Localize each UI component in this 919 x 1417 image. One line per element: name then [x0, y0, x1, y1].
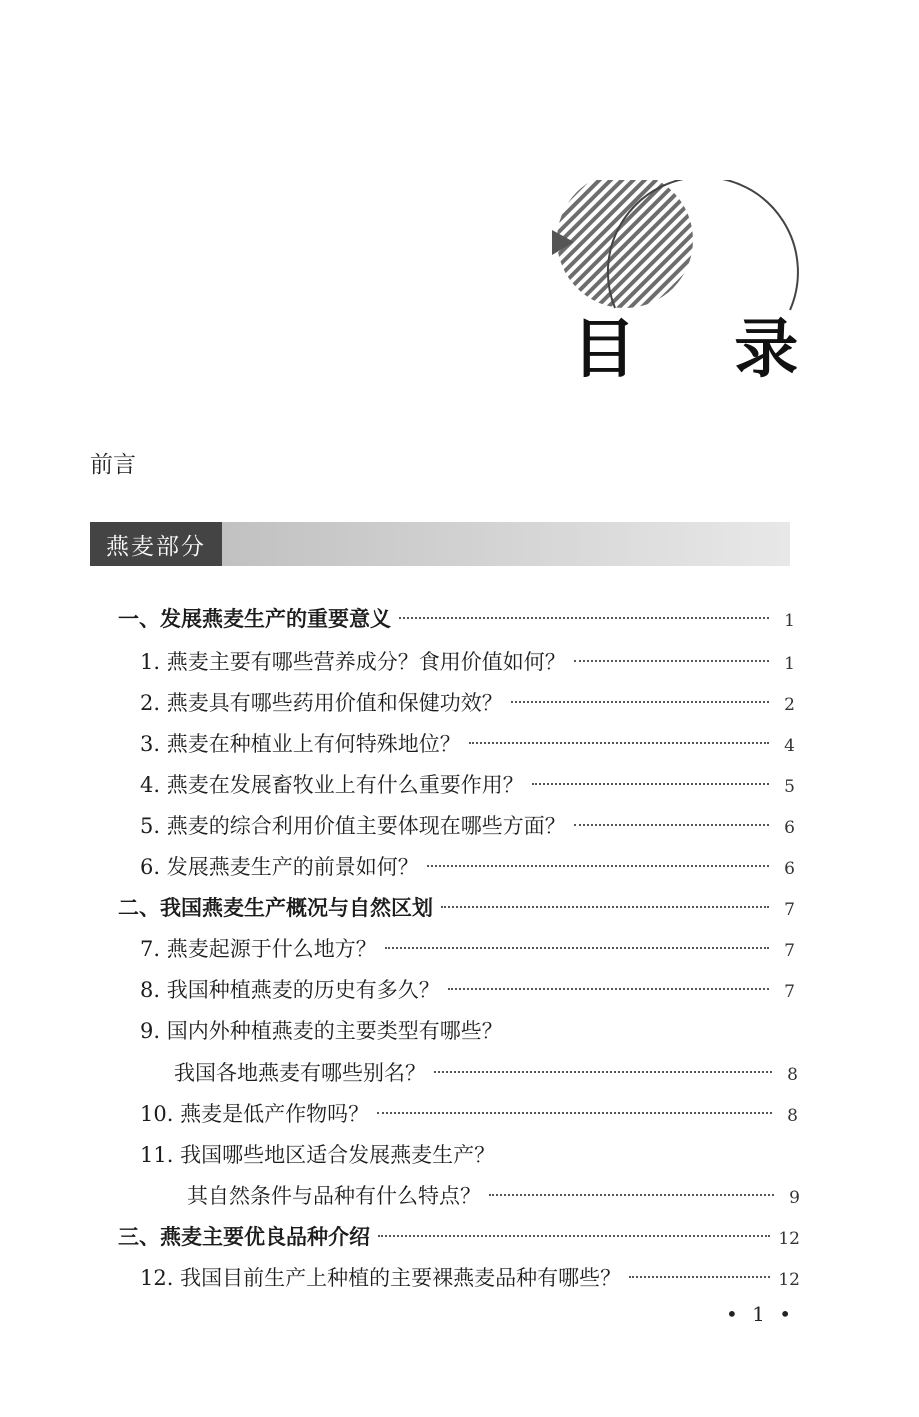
toc-entry-title: 8. 我国种植燕麦的历史有多久？: [140, 978, 440, 1002]
toc-page-number: 8: [787, 1065, 798, 1085]
toc-entry: [140, 1099, 798, 1129]
toc-entry-title: 3. 燕麦在种植业上有何特殊地位？: [140, 732, 461, 756]
toc-page-number: 4: [784, 736, 795, 756]
toc-page-number: 6: [784, 818, 795, 838]
toc-page-number: 2: [784, 695, 795, 715]
toc-entry: [140, 729, 795, 759]
toc-entry: [187, 1181, 800, 1211]
toc-entry-title: 其自然条件与品种有什么特点？: [187, 1184, 481, 1208]
toc-entry-title: 5. 燕麦的综合利用价值主要体现在哪些方面？: [140, 814, 566, 838]
toc-chapter-entry: [118, 893, 795, 923]
toc-entry: [140, 1140, 495, 1170]
toc-dot-leader: [399, 616, 769, 619]
toc-entry-title: 二、我国燕麦生产概况与自然区划: [118, 896, 433, 920]
toc-page-number: 1: [784, 654, 795, 674]
toc-dot-leader: [511, 700, 769, 703]
toc-entry-title: 12. 我国目前生产上种植的主要裸燕麦品种有哪些？: [140, 1266, 622, 1290]
toc-page-number: 7: [784, 900, 795, 920]
toc-dot-leader: [532, 782, 769, 785]
toc-dot-leader: [385, 946, 769, 949]
toc-entry: [140, 1263, 800, 1293]
toc-chapter-entry: [118, 604, 795, 634]
page-title: 目 录: [572, 313, 837, 387]
toc-entry: [140, 1016, 503, 1046]
toc-page-number: 1: [784, 611, 795, 631]
toc-entry-title: 三、燕麦主要优良品种介绍: [118, 1225, 370, 1249]
toc-page-number: 12: [778, 1229, 800, 1249]
toc-dot-leader: [574, 659, 769, 662]
toc-entry-title: 我国各地燕麦有哪些别名？: [174, 1061, 426, 1085]
toc-entry-title: 9. 国内外种植燕麦的主要类型有哪些？: [140, 1019, 503, 1043]
preface-label: 前言: [90, 452, 136, 478]
toc-entry-title: 一、发展燕麦生产的重要意义: [118, 607, 391, 631]
toc-dot-leader: [434, 1070, 772, 1073]
toc-dot-leader: [574, 823, 769, 826]
toc-page-number: 9: [789, 1188, 800, 1208]
toc-page-number: 7: [784, 982, 795, 1002]
toc-dot-leader: [469, 741, 769, 744]
toc-entry: [140, 852, 795, 882]
toc-dot-leader: [489, 1193, 774, 1196]
toc-entry-title: 2. 燕麦具有哪些药用价值和保健功效？: [140, 691, 503, 715]
toc-dot-leader: [441, 905, 769, 908]
toc-page-number: 12: [778, 1270, 800, 1290]
toc-entry-title: 11. 我国哪些地区适合发展燕麦生产？: [140, 1143, 496, 1167]
toc-entry: [140, 688, 795, 718]
toc-page-number: 5: [784, 777, 795, 797]
toc-entry-title: 7. 燕麦起源于什么地方？: [140, 937, 377, 961]
toc-entry: [140, 811, 795, 841]
toc-entry-title: 10. 燕麦是低产作物吗？: [140, 1102, 370, 1126]
toc-dot-leader: [427, 864, 769, 867]
toc-chapter-entry: [118, 1222, 800, 1252]
toc-entry: [140, 647, 795, 677]
toc-entry: [140, 975, 795, 1005]
toc-entry-title: 4. 燕麦在发展畜牧业上有什么重要作用？: [140, 773, 524, 797]
toc-dot-leader: [448, 987, 769, 990]
toc-dot-leader: [629, 1275, 770, 1278]
toc-dot-leader: [378, 1234, 770, 1237]
toc-dot-leader: [377, 1111, 772, 1114]
section-banner: [90, 522, 790, 566]
toc-page-number: 6: [784, 859, 795, 879]
page-number: • 1 •: [726, 1302, 796, 1326]
toc-entry-title: 6. 发展燕麦生产的前景如何？: [140, 855, 419, 879]
toc-entry-title: 1. 燕麦主要有哪些营养成分？食用价值如何？: [140, 650, 566, 674]
toc-page-number: 7: [784, 941, 795, 961]
section-label: 燕麦部分: [90, 522, 222, 566]
toc-entry: [140, 770, 795, 800]
toc-entry: [174, 1058, 798, 1088]
toc-entry: [140, 934, 795, 964]
toc-page-number: 8: [787, 1106, 798, 1126]
